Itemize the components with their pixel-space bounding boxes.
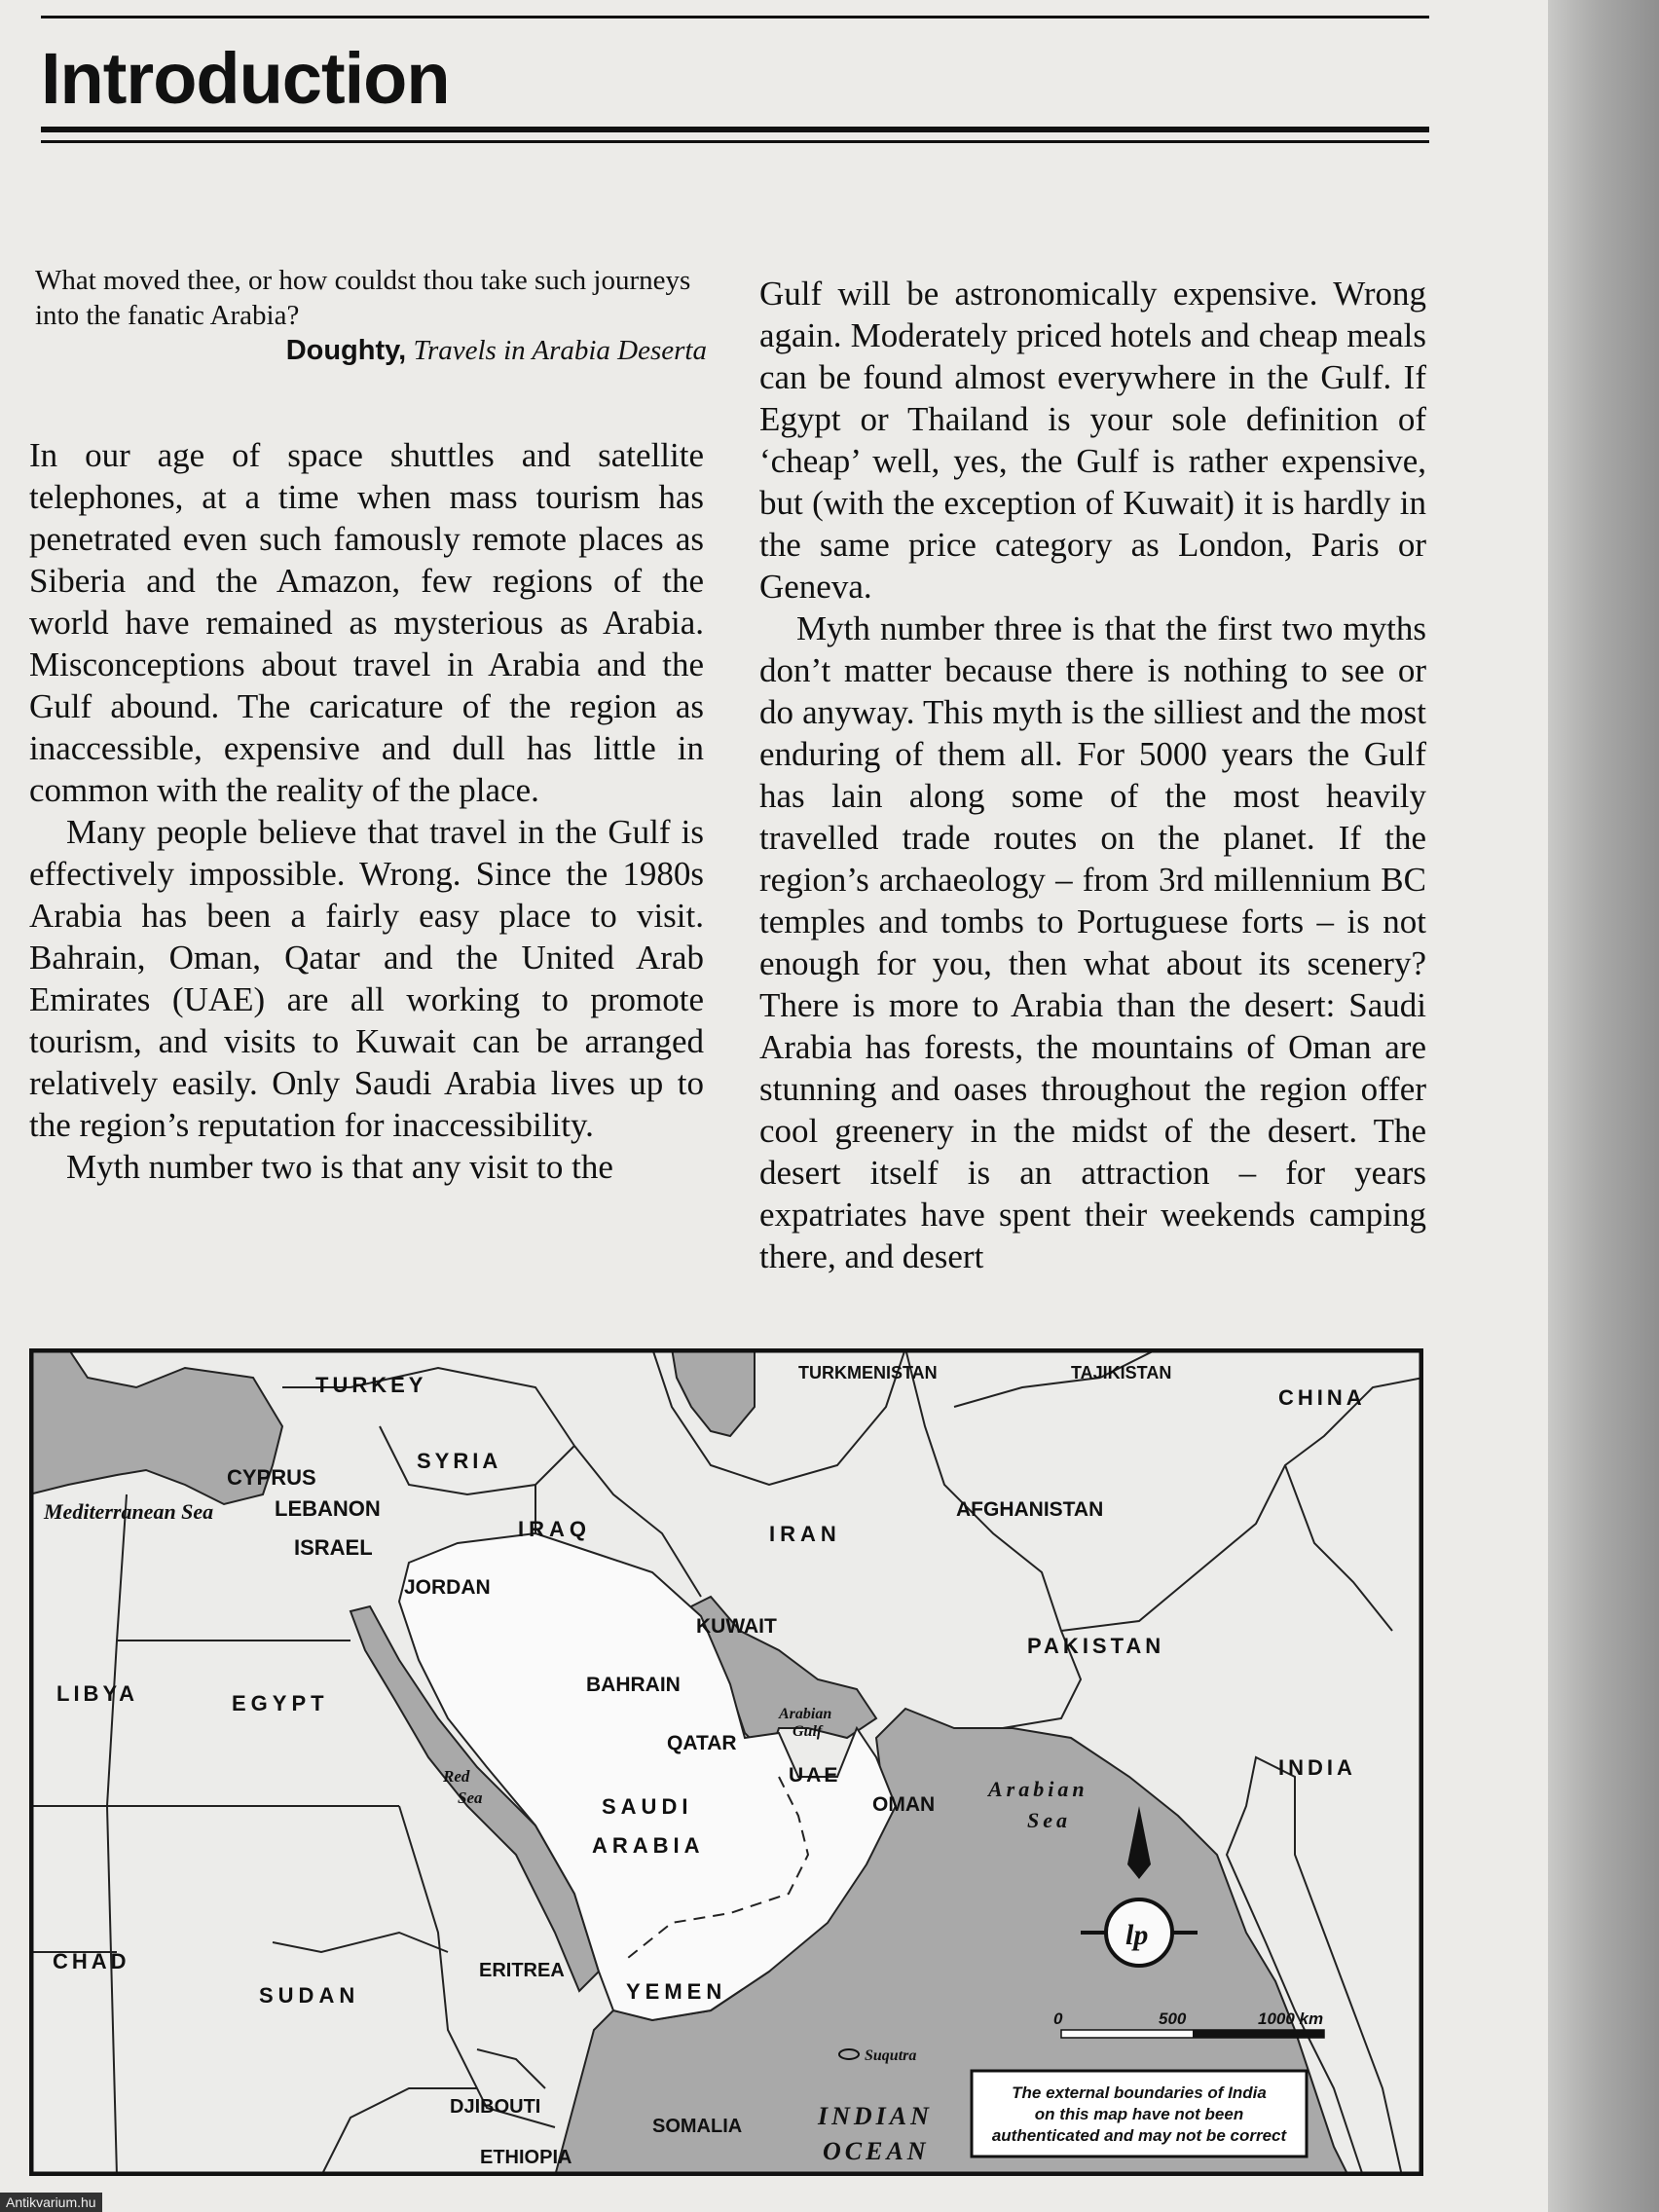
label-uae: UAE: [789, 1764, 841, 1787]
label-chad: CHAD: [53, 1949, 130, 1973]
scale-mid: 500: [1159, 2009, 1187, 2028]
epigraph-author: Doughty,: [285, 335, 407, 366]
page-title: Introduction: [41, 38, 450, 119]
watermark: Antikvarium.hu: [0, 2193, 102, 2212]
disclaimer-line-3: authenticated and may not be correct: [991, 2126, 1287, 2145]
text-column-right: [759, 273, 1426, 1277]
text-column-left: [29, 434, 704, 1188]
label-qatar: QATAR: [667, 1732, 737, 1754]
label-arabian-gulf-1: Arabian: [779, 1706, 832, 1722]
label-lebanon: LEBANON: [275, 1496, 381, 1521]
label-somalia: SOMALIA: [652, 2116, 743, 2137]
label-red-sea: Sea: [458, 1788, 483, 1807]
label-sudan: SUDAN: [259, 1983, 360, 2008]
label-libya: LIBYA: [56, 1681, 138, 1706]
title-rule-thick: [41, 127, 1429, 132]
paragraph: Myth number two is that any visit to the: [66, 1148, 613, 1186]
epigraph-attribution: [35, 333, 707, 368]
label-syria: SYRIA: [417, 1449, 502, 1473]
label-yemen: YEMEN: [626, 1979, 727, 2004]
epigraph: [35, 263, 707, 368]
scale-max: 1000 km: [1258, 2009, 1324, 2028]
scale-bar: [1061, 2030, 1324, 2038]
label-iraq: IRAQ: [518, 1517, 591, 1541]
label-iran: IRAN: [769, 1522, 841, 1546]
label-kuwait: KUWAIT: [696, 1615, 777, 1638]
label-egypt: EGYPT: [232, 1691, 329, 1715]
label-afghanistan: AFGHANISTAN: [956, 1498, 1104, 1521]
label-arabian-sea-2: Sea: [1027, 1808, 1071, 1832]
label-suqutra: Suqutra: [865, 2047, 917, 2064]
label-china: CHINA: [1278, 1385, 1366, 1410]
label-oman: OMAN: [872, 1793, 936, 1816]
label-arabian-sea-1: Arabian: [988, 1777, 1088, 1801]
label-israel: ISRAEL: [294, 1535, 373, 1560]
label-arabian-gulf-2: Gulf: [793, 1723, 823, 1740]
label-arabia: ARABIA: [592, 1833, 705, 1858]
paragraph: In our age of space shuttles and satellite telephones, at a time when mass tourism has penetrated even such famously remote places as Siberia and the Amazon, few regions of the world have remained as mysterious as Arabia. Misconceptions about travel in Arabia and the Gulf abound. The caricature of the region as inaccessible, expensive and dull has little in common with the reality of the place.: [29, 436, 704, 809]
scale-zero: 0: [1053, 2009, 1063, 2028]
publisher-logo: lp: [1125, 1919, 1149, 1951]
label-ethiopia: ETHIOPIA: [480, 2147, 572, 2168]
title-rule-thin: [41, 140, 1429, 143]
paragraph: Many people believe that travel in the Gulf is effectively impossible. Wrong. Since the 1980s Arabia has been a fairly easy place to visit. Bahrain, Oman, Qatar and the United Arab Emirates (UAE) are all working to promote tourism, and visits to Kuwait can be arranged relatively easily. Only Saudi Arabia lives up to the region’s reputation for inaccessibility.: [29, 813, 704, 1144]
label-turkmenistan: TURKMENISTAN: [798, 1363, 938, 1382]
label-india: INDIA: [1278, 1755, 1356, 1780]
page-edge: [1548, 0, 1659, 2212]
label-mediterranean: Mediterranean Sea: [44, 1499, 214, 1524]
disclaimer-line-2: on this map have not been: [1034, 2105, 1244, 2123]
label-jordan: JORDAN: [404, 1576, 491, 1599]
label-red: Red: [443, 1767, 470, 1786]
region-map: [29, 1348, 1423, 2176]
label-tajikistan: TAJIKISTAN: [1071, 1363, 1172, 1382]
label-turkey: TURKEY: [315, 1373, 427, 1397]
paragraph: Gulf will be astronomically expensive. Wrong again. Moderately priced hotels and cheap meals can be found almost everywhere in the Gulf. If Egypt or Thailand is your sole definition of ‘cheap’ well, yes, the Gulf is rather expensive, but (with the exception of Kuwait) it is hardly in the same price category as London, Paris or Geneva.: [759, 275, 1426, 606]
paragraph: Myth number three is that the first two myths don’t matter because there is nothing to see or do anyway. This myth is the silliest and the most enduring of them all. For 5000 years the Gulf has lain along some of the most heavily travelled trade routes on the planet. If the region’s archaeology – from 3rd millennium BC temples and tombs to Portuguese forts – is not enough for you, then what about its scenery? There is more to Arabia than the desert: Saudi Arabia has forests, the mountains of Oman are stunning and oases throughout the region offer cool greenery in the midst of the desert. The desert itself is an attraction – for years expatriates have spent their weekends camping there, and desert: [759, 609, 1426, 1275]
label-eritrea: ERITREA: [479, 1960, 565, 1981]
label-djibouti: DJIBOUTI: [450, 2096, 541, 2118]
label-ocean: OCEAN: [823, 2137, 930, 2165]
label-indian: INDIAN: [818, 2102, 933, 2130]
label-bahrain: BAHRAIN: [586, 1674, 681, 1696]
disclaimer-line-1: The external boundaries of India: [1012, 2083, 1267, 2102]
top-rule: [41, 16, 1429, 18]
label-pakistan: PAKISTAN: [1027, 1634, 1165, 1658]
label-saudi: SAUDI: [602, 1794, 693, 1819]
label-cyprus: CYPRUS: [227, 1465, 316, 1490]
epigraph-work: Travels in Arabia Deserta: [413, 335, 707, 366]
epigraph-quote: What moved thee, or how couldst thou take such journeys into the fanatic Arabia?: [35, 265, 691, 331]
